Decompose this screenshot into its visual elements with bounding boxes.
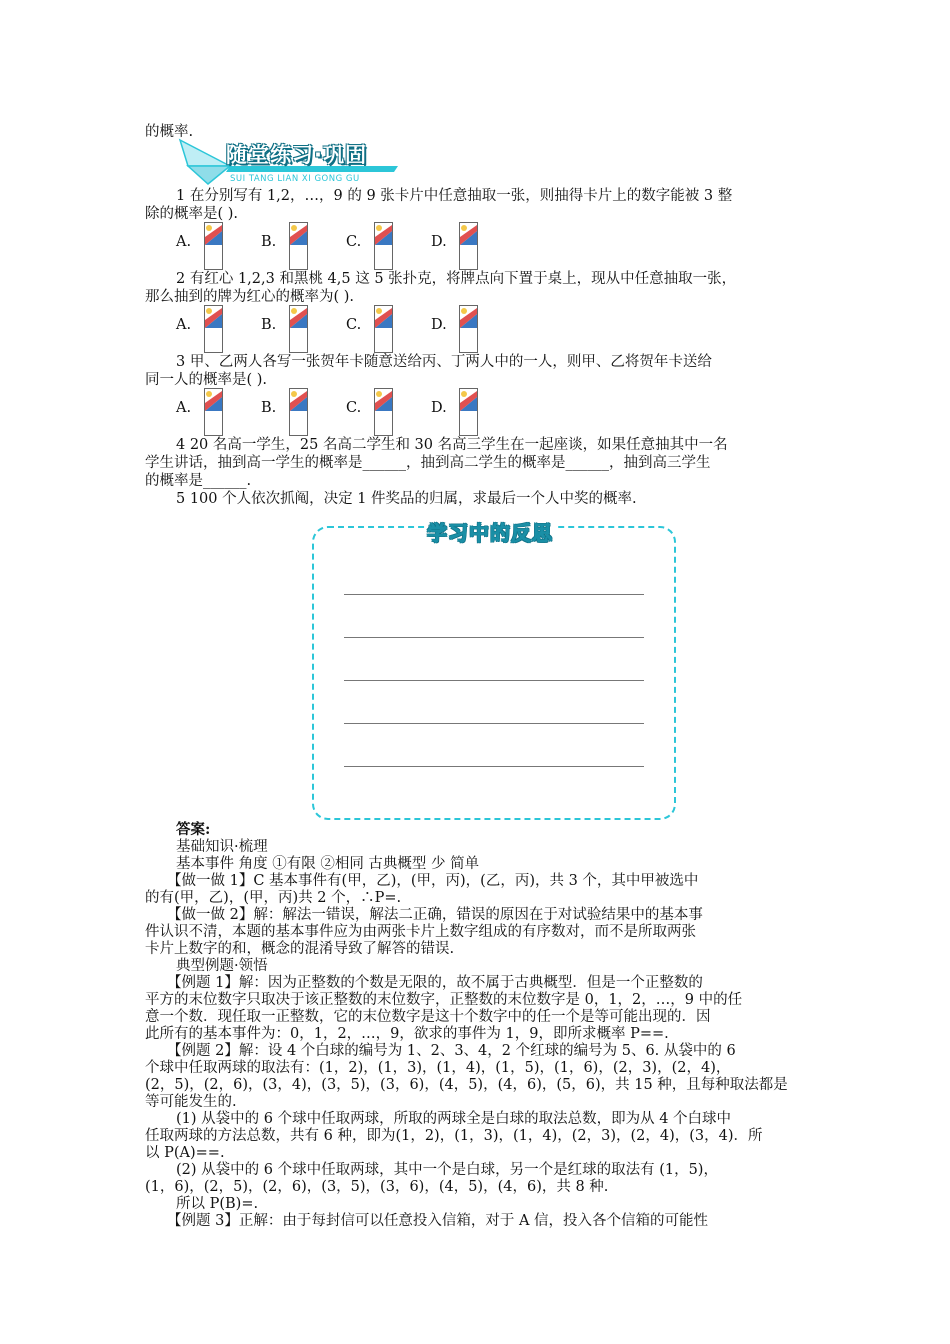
- answer-line: 基础知识·梳理: [176, 839, 268, 855]
- lead-text: 的概率.: [145, 124, 194, 140]
- reflection-title: 学习中的反思: [427, 521, 553, 545]
- banner-title: 随堂练习·巩固: [226, 143, 367, 167]
- option-letter: B.: [261, 317, 277, 333]
- image-placeholder-icon: [204, 222, 223, 270]
- image-placeholder-icon: [204, 388, 223, 436]
- question-4-line1: 4 20 名高一学生，25 名高二学生和 30 名高三学生在一起座谈，如果任意抽其中一名: [176, 437, 728, 453]
- answer-line: 意一个数．现任取一正整数，它的末位数字是这十个数字中的任一个是等可能出现的．因: [145, 1009, 711, 1025]
- answer-line: 此所有的基本事件为：0，1，2，…，9，欲求的事件为 1，9，即所求概率 P==.: [145, 1026, 669, 1042]
- answer-line: 等可能发生的.: [145, 1094, 237, 1110]
- answer-line: 个球中任取两球的取法有：(1，2)，(1，3)，(1，4)，(1，5)，(1，6)，(2，3)，(2，4)，: [145, 1060, 731, 1076]
- image-placeholder-icon: [459, 388, 478, 436]
- answer-line: (2) 从袋中的 6 个球中任取两球，其中一个是白球，另一个是红球的取法有 (1，5)，: [176, 1162, 718, 1178]
- image-placeholder-icon: [289, 222, 308, 270]
- section-banner: [178, 136, 398, 192]
- question-5-line1: 5 100 个人依次抓阄，决定 1 件奖品的归属，求最后一个人中奖的概率.: [176, 491, 637, 507]
- option-letter: D.: [431, 234, 447, 250]
- option-d[interactable]: [431, 388, 511, 436]
- image-placeholder-icon: [289, 388, 308, 436]
- answer-line: 所以 P(B)=.: [176, 1196, 259, 1212]
- option-b[interactable]: [261, 222, 341, 270]
- option-letter: A.: [176, 317, 192, 333]
- option-c[interactable]: [346, 305, 426, 353]
- answer-line: 【例题 3】正解：由于每封信可以任意投入信箱，对于 A 信，投入各个信箱的可能性: [167, 1213, 709, 1229]
- option-d[interactable]: [431, 305, 511, 353]
- answer-line: 任取两球的方法总数，共有 6 种，即为(1，2)，(1，3)，(1，4)，(2，3)，(2，4)，(3，4)．所: [145, 1128, 763, 1144]
- answer-line: (1，6)，(2，5)，(2，6)，(3，5)，(3，6)，(4，5)，(4，6)，共 8 种.: [145, 1179, 609, 1195]
- image-placeholder-icon: [374, 388, 393, 436]
- question-3-line1: 3 甲、乙两人各写一张贺年卡随意送给丙、丁两人中的一人，则甲、乙将贺年卡送给: [176, 354, 712, 370]
- writing-line[interactable]: [344, 680, 644, 681]
- image-placeholder-icon: [374, 305, 393, 353]
- reflection-box: [312, 526, 676, 820]
- banner-pinyin: SUI TANG LIAN XI GONG GU: [230, 174, 360, 184]
- option-letter: A.: [176, 234, 192, 250]
- writing-line[interactable]: [344, 594, 644, 595]
- answer-line: 【做一做 1】C 基本事件有(甲，乙)，(甲，丙)，(乙，丙)，共 3 个，其中甲被选中: [167, 873, 699, 889]
- question-4-line3: 的概率是______.: [145, 473, 252, 489]
- question-1-line1: 1 在分别写有 1,2，…，9 的 9 张卡片中任意抽取一张，则抽得卡片上的数字能被 3 整: [176, 188, 733, 204]
- question-4-line2: 学生讲话，抽到高一学生的概率是______，抽到高二学生的概率是______，抽到高三学生: [145, 455, 711, 471]
- option-letter: D.: [431, 317, 447, 333]
- image-placeholder-icon: [204, 305, 223, 353]
- answer-line: 以 P(A)==.: [145, 1145, 225, 1161]
- answer-line: 平方的末位数字只取决于该正整数的末位数字，正整数的末位数字是 0，1，2，…，9 中的任: [145, 992, 743, 1008]
- image-placeholder-icon: [459, 222, 478, 270]
- option-a[interactable]: [176, 222, 256, 270]
- option-letter: C.: [346, 317, 362, 333]
- option-letter: A.: [176, 400, 192, 416]
- writing-line[interactable]: [344, 723, 644, 724]
- option-letter: B.: [261, 400, 277, 416]
- reflection-title-frame: [425, 513, 555, 547]
- question-3-line2: 同一人的概率是( ).: [145, 372, 268, 388]
- option-c[interactable]: [346, 222, 426, 270]
- answer-line: 基本事件 角度 ①有限 ②相同 古典概型 少 简单: [176, 856, 480, 872]
- answer-line: (2，5)，(2，6)，(3，4)，(3，5)，(3，6)，(4，5)，(4，6)，(5，6)，共 15 种，且每种取法都是: [145, 1077, 788, 1093]
- answers-heading: 答案:: [176, 821, 211, 838]
- answer-line: (1) 从袋中的 6 个球中任取两球，所取的两球全是白球的取法总数，即为从 4 个白球中: [176, 1111, 732, 1127]
- answer-line: 典型例题·领悟: [176, 958, 268, 974]
- option-letter: B.: [261, 234, 277, 250]
- answer-line: 的有(甲，乙)，(甲，丙)共 2 个，∴P=.: [145, 890, 402, 906]
- writing-line[interactable]: [344, 637, 644, 638]
- image-placeholder-icon: [459, 305, 478, 353]
- image-placeholder-icon: [289, 305, 308, 353]
- option-letter: C.: [346, 234, 362, 250]
- option-letter: C.: [346, 400, 362, 416]
- answer-line: 【例题 1】解：因为正整数的个数是无限的，故不属于古典概型．但是一个正整数的: [167, 975, 703, 991]
- answer-line: 【例题 2】解：设 4 个白球的编号为 1、2、3、4，2 个红球的编号为 5、6. 从袋中的 6: [167, 1043, 736, 1059]
- option-b[interactable]: [261, 388, 341, 436]
- option-a[interactable]: [176, 388, 256, 436]
- question-2-line1: 2 有红心 1,2,3 和黑桃 4,5 这 5 张扑克，将牌点向下置于桌上，现从中任意抽取一张，: [176, 271, 737, 287]
- option-b[interactable]: [261, 305, 341, 353]
- option-c[interactable]: [346, 388, 426, 436]
- writing-line[interactable]: [344, 766, 644, 767]
- answer-line: 件认识不清，本题的基本事件应为由两张卡片上数字组成的有序数对，而不是所取两张: [145, 924, 696, 940]
- image-placeholder-icon: [374, 222, 393, 270]
- question-1-line2: 除的概率是( ).: [145, 206, 239, 222]
- option-letter: D.: [431, 400, 447, 416]
- answer-line: 【做一做 2】解：解法一错误，解法二正确，错误的原因在于对试验结果中的基本事: [167, 907, 703, 923]
- option-a[interactable]: [176, 305, 256, 353]
- question-2-line2: 那么抽到的牌为红心的概率为( ).: [145, 289, 355, 305]
- option-d[interactable]: [431, 222, 511, 270]
- answer-line: 卡片上数字的和，概念的混淆导致了解答的错误.: [145, 941, 455, 957]
